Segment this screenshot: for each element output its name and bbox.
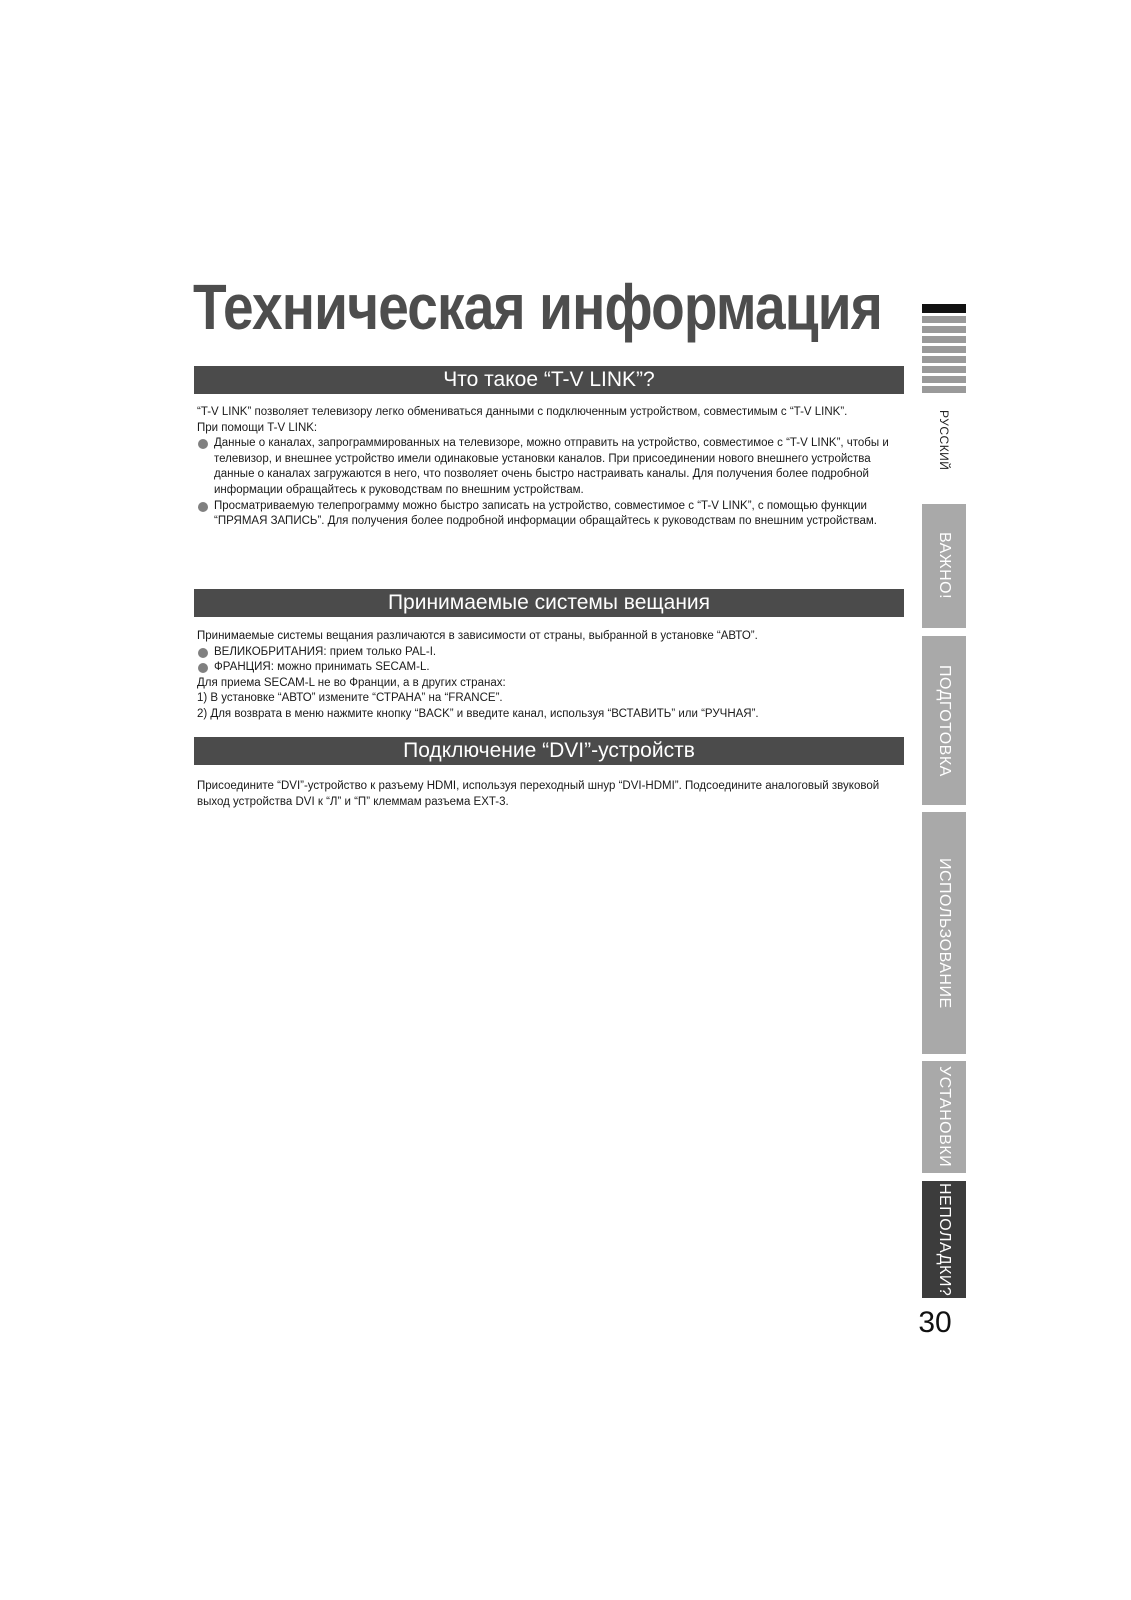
side-tab-label: НЕПОЛАДКИ?	[936, 1182, 953, 1297]
side-tab-label: ВАЖНО!	[936, 532, 953, 600]
section-body-broadcast	[197, 629, 897, 723]
index-marker-line	[922, 336, 966, 343]
tvlink-bullet-1: Данные о каналах, запрограммированных на телевизоре, можно отправить на устройство, совместимое с “T-V LINK”, чтобы и телевизор, и внешнее устройство имели одинаковые установки каналов. При присоединении нового внешнего устройства данные о каналах загружаются в него, что позволяет очень быстро настраивать каналы. Для получения более подробной информации обращайтесь к руководствам по внешним устройствам.	[214, 437, 889, 496]
section-heading-broadcast: Принимаемые системы вещания	[194, 589, 904, 617]
bullet-icon	[198, 663, 208, 673]
language-label-text: РУССКИЙ	[937, 410, 951, 471]
section-heading-tvlink: Что такое “T-V LINK”?	[194, 366, 904, 394]
language-label	[922, 410, 966, 470]
section-body-dvi	[197, 779, 897, 810]
tvlink-bullet-2: Просматриваемую телепрограмму можно быстро записать на устройство, совместимое с “T-V LINK”, с помощью функции “ПРЯМАЯ ЗАПИСЬ”. Для получения более подробной информации обращайтесь к руководствам по внешним устройствам.	[214, 499, 877, 528]
side-tab-settings[interactable]	[922, 1061, 966, 1173]
broadcast-bullet-1: ВЕЛИКОБРИТАНИЯ: прием только PAL-I.	[214, 645, 437, 658]
page-title: Техническая информация	[193, 271, 882, 343]
index-marker	[922, 304, 966, 396]
side-tab-preparation[interactable]	[922, 636, 966, 805]
side-tab-usage[interactable]	[922, 812, 966, 1054]
bullet-icon	[198, 502, 208, 512]
side-tab-label: ИСПОЛЬЗОВАНИЕ	[936, 857, 953, 1009]
page-number: 30	[918, 1306, 952, 1339]
broadcast-bullet-2: ФРАНЦИЯ: можно принимать SECAM-L.	[214, 661, 430, 674]
tvlink-lead: При помощи T-V LINK:	[197, 421, 318, 434]
index-marker-line	[922, 326, 966, 333]
index-marker-line	[922, 366, 966, 373]
tvlink-intro: “T-V LINK” позволяет телевизору легко обмениваться данными с подключенным устройством, совместимым с “T-V LINK”.	[197, 406, 848, 418]
bullet-icon	[198, 439, 208, 449]
index-marker-bar	[922, 304, 966, 313]
index-marker-line	[922, 346, 966, 353]
index-marker-line	[922, 356, 966, 363]
section-body-tvlink	[197, 405, 897, 530]
broadcast-step-1: 1) В установке “АВТО” измените “СТРАНА” на “FRANCE”.	[197, 692, 503, 705]
broadcast-note: Для приема SECAM-L не во Франции, а в других странах:	[197, 676, 506, 689]
broadcast-intro: Принимаемые системы вещания различаются в зависимости от страны, выбранной в установке “АВТО”.	[197, 630, 758, 642]
side-tab-troubleshooting[interactable]	[922, 1181, 966, 1298]
list-item	[197, 436, 897, 498]
bullet-icon	[198, 648, 208, 658]
list-item	[197, 499, 897, 530]
list-item	[197, 660, 897, 676]
dvi-text: Присоедините “DVI”-устройство к разъему HDMI, используя переходный шнур “DVI-HDMI”. Подсоедините аналоговый звуковой выход устройства DVI к “Л” и “П” клеммам разъема EXT-3.	[197, 780, 880, 808]
side-tab-label: УСТАНОВКИ	[936, 1066, 953, 1168]
index-marker-line	[922, 376, 966, 383]
index-marker-line	[922, 316, 966, 323]
side-tab-label: ПОДГОТОВКА	[936, 664, 953, 777]
broadcast-step-2: 2) Для возврата в меню нажмите кнопку “BACK” и введите канал, используя “ВСТАВИТЬ” или “РУЧНАЯ”.	[197, 707, 759, 720]
section-heading-dvi: Подключение “DVI”-устройств	[194, 737, 904, 765]
list-item	[197, 645, 897, 661]
index-marker-line	[922, 386, 966, 393]
side-tab-important[interactable]	[922, 504, 966, 628]
